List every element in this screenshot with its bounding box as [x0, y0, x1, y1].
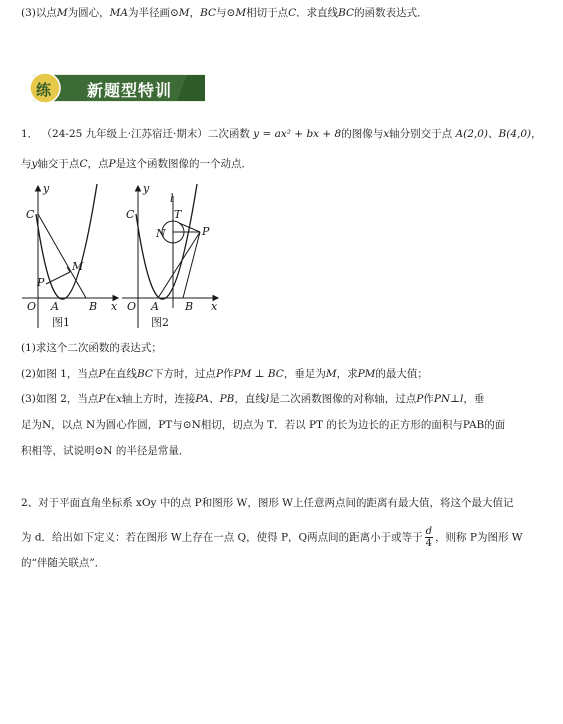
sep: 、 [488, 128, 499, 140]
figure-2-graphic [118, 180, 223, 330]
var-x: x [383, 128, 390, 140]
var-MA: MA [109, 7, 128, 19]
point-A: A(2,0) [455, 128, 488, 140]
sub3-l3: 积相等，试说明⊙N 的半径是常量． [21, 445, 190, 457]
circle-symbol-2: ⊙ [226, 7, 236, 19]
circle-symbol: ⊙ [169, 7, 179, 19]
q1-l2-c: ，点 [87, 158, 109, 170]
section-banner [27, 70, 207, 104]
q2-l1: 2、对于平面直角坐标系 xOy 中的点 P和图形 W，图形 W上任意两点间的距离有最大值，将这个最大值记 [21, 497, 514, 509]
q1-sub2 [21, 367, 428, 381]
figure-2 [118, 180, 223, 330]
q1-sub3-line1 [21, 392, 484, 406]
sub2-PM-text: PM [357, 368, 376, 380]
sub3-PB: PB [219, 393, 235, 405]
var-M: M [56, 7, 68, 19]
var-C-q1: C [79, 158, 88, 170]
top-text-6: 相切于点 [246, 7, 289, 19]
fig1-label-C: C [26, 208, 35, 221]
sub3-g: 作 [423, 393, 434, 405]
sub3-P2: P [416, 393, 424, 405]
var-P-q1: P [108, 158, 116, 170]
sub2-d: 作 [223, 368, 234, 380]
q2-line-2 [21, 526, 523, 549]
fig1-label-y: y [43, 182, 50, 195]
fig1-label-P: P [37, 276, 45, 289]
fig2-label-N: N [156, 227, 166, 240]
top-text-7: ．求直线 [296, 7, 339, 19]
sub3-e: ，直线 [234, 393, 266, 405]
fig1-label-A: A [51, 300, 59, 313]
var-BC: BC [200, 7, 217, 19]
fig2-label-A: A [151, 300, 159, 313]
q1-line-2 [21, 157, 252, 171]
sub3-P: P [98, 393, 106, 405]
q1-formula: y = ax² + bx + 8 [253, 128, 342, 140]
sub3-d: 、 [209, 393, 220, 405]
sub2-perp: PM ⊥ BC [233, 368, 284, 380]
sub3-l: l [265, 393, 270, 405]
q1-text-b: 轴分别交于点 [389, 128, 453, 140]
q1-sub1 [21, 341, 162, 355]
fig1-label-M: M [72, 260, 84, 273]
top-text-2: 为圆心， [67, 7, 110, 19]
fig1-label-B: B [89, 300, 98, 313]
top-line [21, 6, 428, 20]
top-text-4: ， [189, 7, 201, 19]
sub3-l2-tri: PAB的面 [462, 419, 506, 431]
fraction-d-over-4 [425, 526, 433, 549]
sub3-c: 轴上方时，连接 [121, 393, 196, 405]
q1-text-a: 的图像与 [341, 128, 384, 140]
sub2-f: ，求 [336, 368, 358, 380]
fig1-label-O: O [27, 300, 37, 313]
var-M3: M [235, 7, 247, 19]
q1-number: 1． [21, 128, 39, 140]
sub3-l2: 足为N，以点 N为圆心作圆，PT与⊙N相切，切点为 T．若以 PT 的长为边长的正方形的面积与 [21, 419, 463, 431]
q1-line-1 [21, 127, 542, 141]
sub2-b: 在直线 [105, 368, 137, 380]
sub3-perp: PN⊥l [433, 393, 464, 405]
var-BC2: BC [338, 7, 355, 19]
frac-num: d [425, 526, 433, 537]
q1-source: （24-25 九年级上·江苏宿迁·期末）二次函数 [41, 128, 250, 140]
sub3-h: ，垂 [463, 393, 485, 405]
sub2-a: (2)如图 1，当点 [21, 368, 99, 380]
sub2-BC: BC [136, 368, 153, 380]
sub3-f: 是二次函数图像的对称轴，过点 [269, 393, 417, 405]
fig2-caption: 图2 [151, 316, 169, 329]
sub2-e: ，垂足为 [283, 368, 326, 380]
banner-badge: 练 [36, 81, 52, 99]
top-text-3: 为半径画 [127, 7, 170, 19]
top-text-8: 的函数表达式． [354, 7, 428, 19]
sub3-PA: PA [195, 393, 210, 405]
sub2-g: 的最大值； [375, 368, 428, 380]
top-text-1: (3)以点 [21, 7, 57, 19]
var-C: C [288, 7, 297, 19]
q2-l2-a: 为 d．给出如下定义：若在图形 W上存在一点 Q，使得 P，Q两点间的距离小于或等于 [21, 531, 423, 544]
fig1-label-x: x [111, 300, 118, 313]
q1-l2-a: 与 [21, 158, 32, 170]
figure-1 [18, 180, 123, 330]
q1-l2-b: 轴交于点 [37, 158, 80, 170]
q2-l3: 的“伴随关联点”． [21, 557, 106, 569]
fig2-label-y: y [143, 182, 150, 195]
sub2-P: P [98, 368, 106, 380]
q1-sub3-line3 [21, 444, 189, 458]
sub2-P2: P [215, 368, 224, 380]
fig1-caption: 图1 [52, 316, 70, 329]
sub3-b: 在 [105, 393, 116, 405]
frac-den: 4 [425, 538, 433, 549]
sub3-a: (3)如图 2，当点 [21, 393, 99, 405]
sub2-c: 下方时，过点 [152, 368, 216, 380]
point-B: B(4,0) [498, 128, 532, 140]
figure-1-graphic [18, 180, 123, 330]
sub1-text: (1)求这个二次函数的表达式； [21, 342, 162, 354]
fig2-label-P: P [202, 225, 210, 238]
var-y: y [31, 158, 38, 170]
top-text-5: 与 [216, 7, 227, 19]
fig2-label-O: O [127, 300, 137, 313]
fig2-label-l: l [170, 192, 174, 205]
comma: ， [531, 128, 542, 140]
q1-sub3-line2 [21, 418, 505, 432]
fig2-label-x: x [211, 300, 218, 313]
fig2-label-B: B [185, 300, 194, 313]
q2-l2-b: ，则称 P为图形 W [435, 531, 523, 544]
q2-line-3 [21, 556, 105, 570]
q1-l2-d: 是这个函数图像的一个动点． [115, 158, 253, 170]
q2-line-1 [21, 496, 513, 510]
sub3-x: x [115, 393, 122, 405]
fig2-label-T: T [174, 208, 182, 221]
fig2-label-C: C [126, 208, 135, 221]
sub2-M: M [325, 368, 337, 380]
banner-title: 新题型特训 [87, 81, 173, 100]
var-M2: M [178, 7, 190, 19]
